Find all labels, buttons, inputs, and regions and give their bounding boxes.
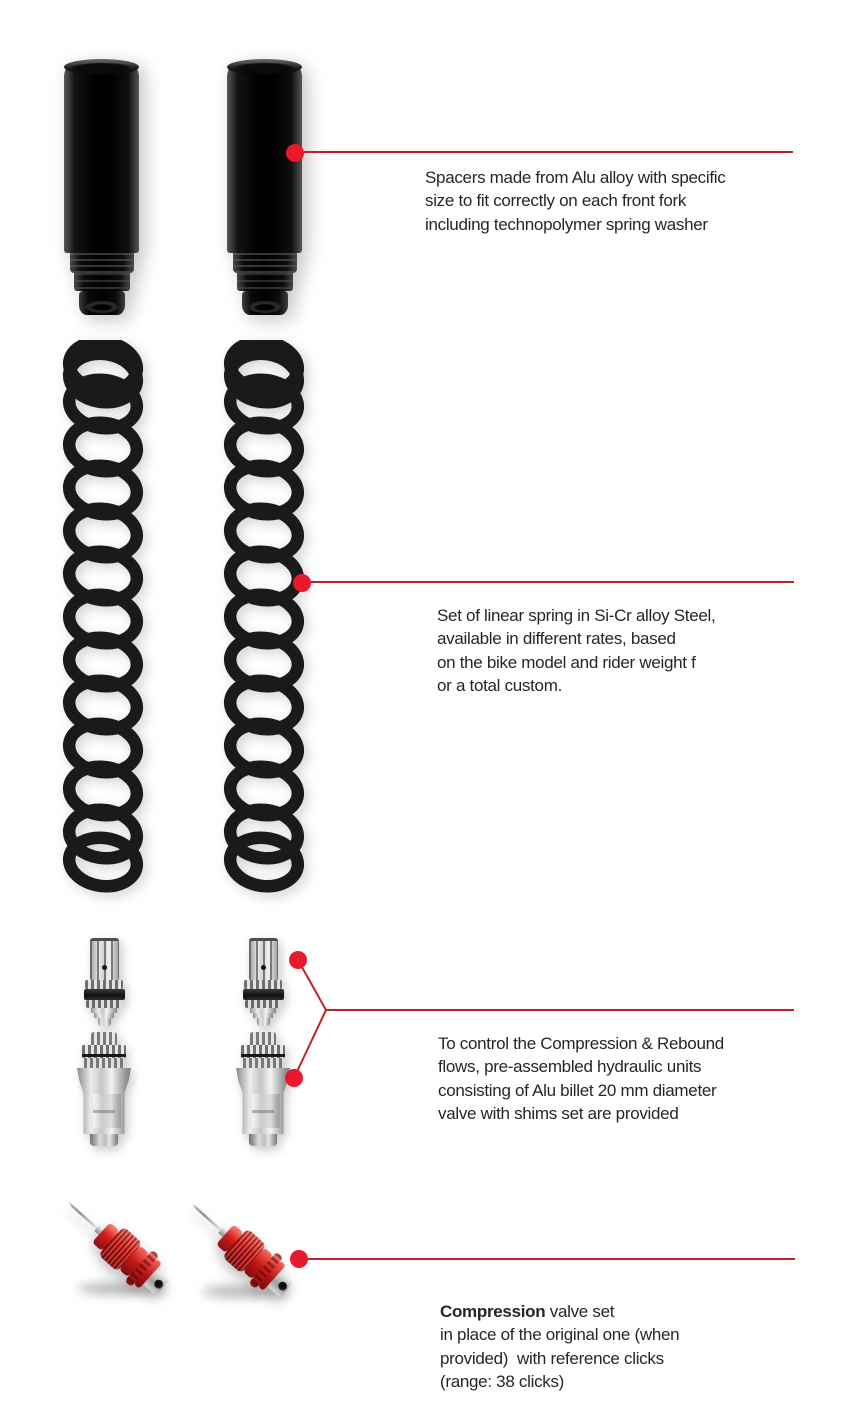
needle bbox=[192, 1203, 222, 1231]
hex-base bbox=[90, 1134, 118, 1146]
spacer-tube bbox=[242, 291, 288, 315]
callout-text-compression bbox=[440, 1300, 679, 1393]
bleed-hole bbox=[102, 965, 107, 970]
top-nut bbox=[250, 1032, 276, 1045]
bold-lead: Compression bbox=[440, 1302, 546, 1321]
shim-stack bbox=[243, 1058, 283, 1068]
shim-stack bbox=[245, 1000, 281, 1008]
rebound-valve-unit-right bbox=[233, 938, 293, 1026]
spacer-step bbox=[237, 273, 293, 291]
lead-rest: valve set bbox=[545, 1302, 615, 1321]
spacer-step bbox=[74, 273, 130, 291]
spacer-step bbox=[233, 253, 297, 273]
compression-valve-unit-right bbox=[233, 1032, 293, 1146]
text-line: consisting of Alu billet 20 mm diameter bbox=[438, 1080, 717, 1100]
text-line: valve with shims set are provided bbox=[438, 1103, 679, 1123]
callout-text-springs bbox=[437, 604, 715, 697]
valve-body bbox=[236, 1068, 290, 1134]
text-line: in place of the original one (when bbox=[440, 1325, 680, 1345]
o-ring-band bbox=[243, 989, 284, 1000]
valve-tip bbox=[257, 1018, 270, 1026]
callout-connector-hydraulics bbox=[294, 960, 326, 1078]
valve-tip bbox=[98, 1018, 111, 1026]
valve-cylinder bbox=[249, 938, 278, 980]
rebound-valve-unit-left bbox=[74, 938, 134, 1026]
shim-disc bbox=[241, 1045, 285, 1058]
text-line: flows, pre-assembled hydraulic units bbox=[438, 1057, 702, 1077]
shim-stack bbox=[86, 1000, 122, 1008]
text-line: Spacers made from Alu alloy with specific bbox=[425, 168, 726, 187]
text-line: available in different rates, based bbox=[437, 629, 676, 649]
valve-cylinder bbox=[90, 938, 119, 980]
spacer-tube bbox=[79, 291, 125, 315]
fork-spring-left bbox=[58, 340, 148, 900]
hex-base bbox=[249, 1134, 277, 1146]
text-line: (range: 38 clicks) bbox=[440, 1371, 565, 1391]
text-line: on the bike model and rider weight f bbox=[437, 652, 696, 672]
spacer-bore bbox=[86, 301, 118, 313]
top-nut bbox=[91, 1032, 117, 1045]
bleed-hole bbox=[261, 965, 266, 970]
fork-spacer-left bbox=[64, 63, 139, 315]
spacer-body bbox=[64, 63, 139, 253]
spacer-body bbox=[227, 63, 302, 253]
text-line: Set of linear spring in Si-Cr alloy Steel, bbox=[437, 606, 716, 625]
valve-body bbox=[77, 1068, 131, 1134]
shim-stack bbox=[244, 980, 282, 989]
compression-valve-unit-left bbox=[74, 1032, 134, 1146]
shim-stack bbox=[84, 1058, 124, 1068]
callout-text-hydraulics bbox=[438, 1032, 724, 1125]
callout-text-spacers bbox=[425, 166, 725, 236]
text-line: or a total custom. bbox=[437, 675, 562, 695]
fork-spring-right bbox=[219, 340, 309, 900]
spacer-step bbox=[70, 253, 134, 273]
text-line: To control the Compression & Rebound bbox=[438, 1034, 724, 1053]
shim-disc bbox=[82, 1045, 126, 1058]
text-line bbox=[440, 1300, 679, 1323]
text-line: size to fit correctly on each front fork bbox=[425, 191, 687, 211]
fork-spacer-right bbox=[227, 63, 302, 315]
needle bbox=[68, 1201, 98, 1229]
spacer-bore bbox=[249, 301, 281, 313]
text-line: provided) with reference clicks bbox=[440, 1348, 664, 1368]
text-line: including technopolymer spring washer bbox=[425, 214, 708, 234]
o-ring-band bbox=[84, 989, 125, 1000]
shim-stack bbox=[85, 980, 123, 989]
